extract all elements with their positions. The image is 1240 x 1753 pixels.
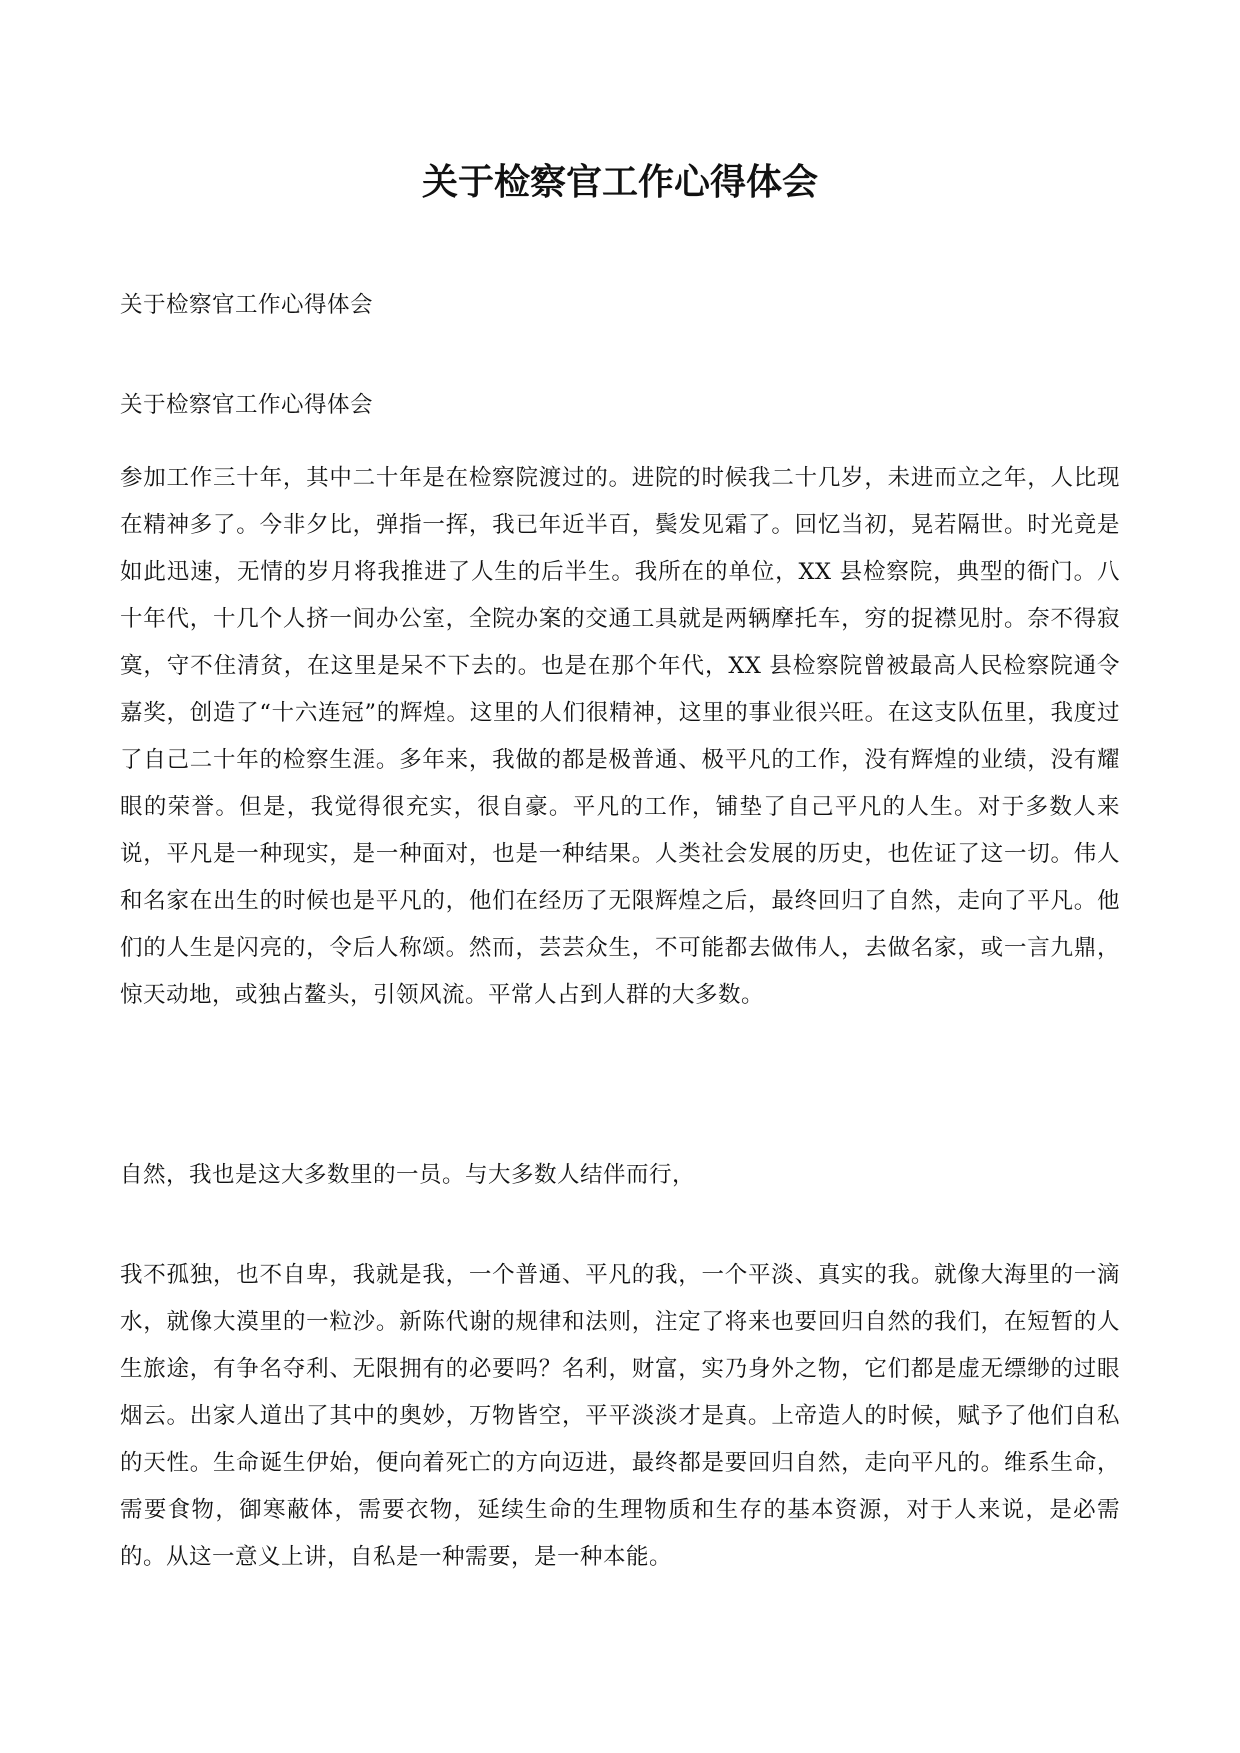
- paragraph-1: 参加工作三十年，其中二十年是在检察院渡过的。进院的时候我二十几岁，未进而立之年，人比现在精神多了。今非夕比，弹指一挥，我已年近半百，鬓发见霜了。回忆当初，晃若隔世。时光竟是如此迅速，无情的岁月将我推进了人生的后半生。我所在的单位，XX 县检察院，典型的衙门。八十年代，十几个人挤一间办公室，全院办案的交通工具就是两辆摩托车，穷的捉襟见肘。奈不得寂寞，守不住清贫，在这里是呆不下去的。也是在那个年代，XX 县检察院曾被最高人民检察院通令嘉奖，创造了“十六连冠”的辉煌。这里的人们很精神，这里的事业很兴旺。在这支队伍里，我度过了自己二十年的检察生涯。多年来，我做的都是极普通、极平凡的工作，没有辉煌的业绩，没有耀眼的荣誉。但是，我觉得很充实，很自豪。平凡的工作，铺垫了自己平凡的人生。对于多数人来说，平凡是一种现实，是一种面对，也是一种结果。人类社会发展的历史，也佐证了这一切。伟人和名家在出生的时候也是平凡的，他们在经历了无限辉煌之后，最终回归了自然，走向了平凡。他们的人生是闪亮的，令后人称颂。然而，芸芸众生，不可能都去做伟人，去做名家，或一言九鼎，惊天动地，或独占鳌头，引领风流。平常人占到人群的大多数。: [120, 465, 1120, 1008]
- subtitle-line-2: 关于检察官工作心得体会: [120, 392, 374, 418]
- paragraph-2: 自然，我也是这大多数里的一员。与大多数人结伴而行，: [120, 1162, 696, 1188]
- document-title: 关于检察官工作心得体会: [421, 161, 818, 203]
- subtitle-line-1: 关于检察官工作心得体会: [120, 292, 374, 318]
- paragraph-3: 我不孤独，也不自卑，我就是我，一个普通、平凡的我，一个平淡、真实的我。就像大海里的一滴水，就像大漠里的一粒沙。新陈代谢的规律和法则，注定了将来也要回归自然的我们，在短暂的人生旅途，有争名夺利、无限拥有的必要吗？名利，财富，实乃身外之物，它们都是虚无缥缈的过眼烟云。出家人道出了其中的奥妙，万物皆空，平平淡淡才是真。上帝造人的时候，赋予了他们自私的天性。生命诞生伊始，便向着死亡的方向迈进，最终都是要回归自然，走向平凡的。维系生命，需要食物，御寒蔽体，需要衣物，延续生命的生理物质和生存的基本资源，对于人来说，是必需的。从这一意义上讲，自私是一种需要，是一种本能。: [120, 1262, 1120, 1570]
